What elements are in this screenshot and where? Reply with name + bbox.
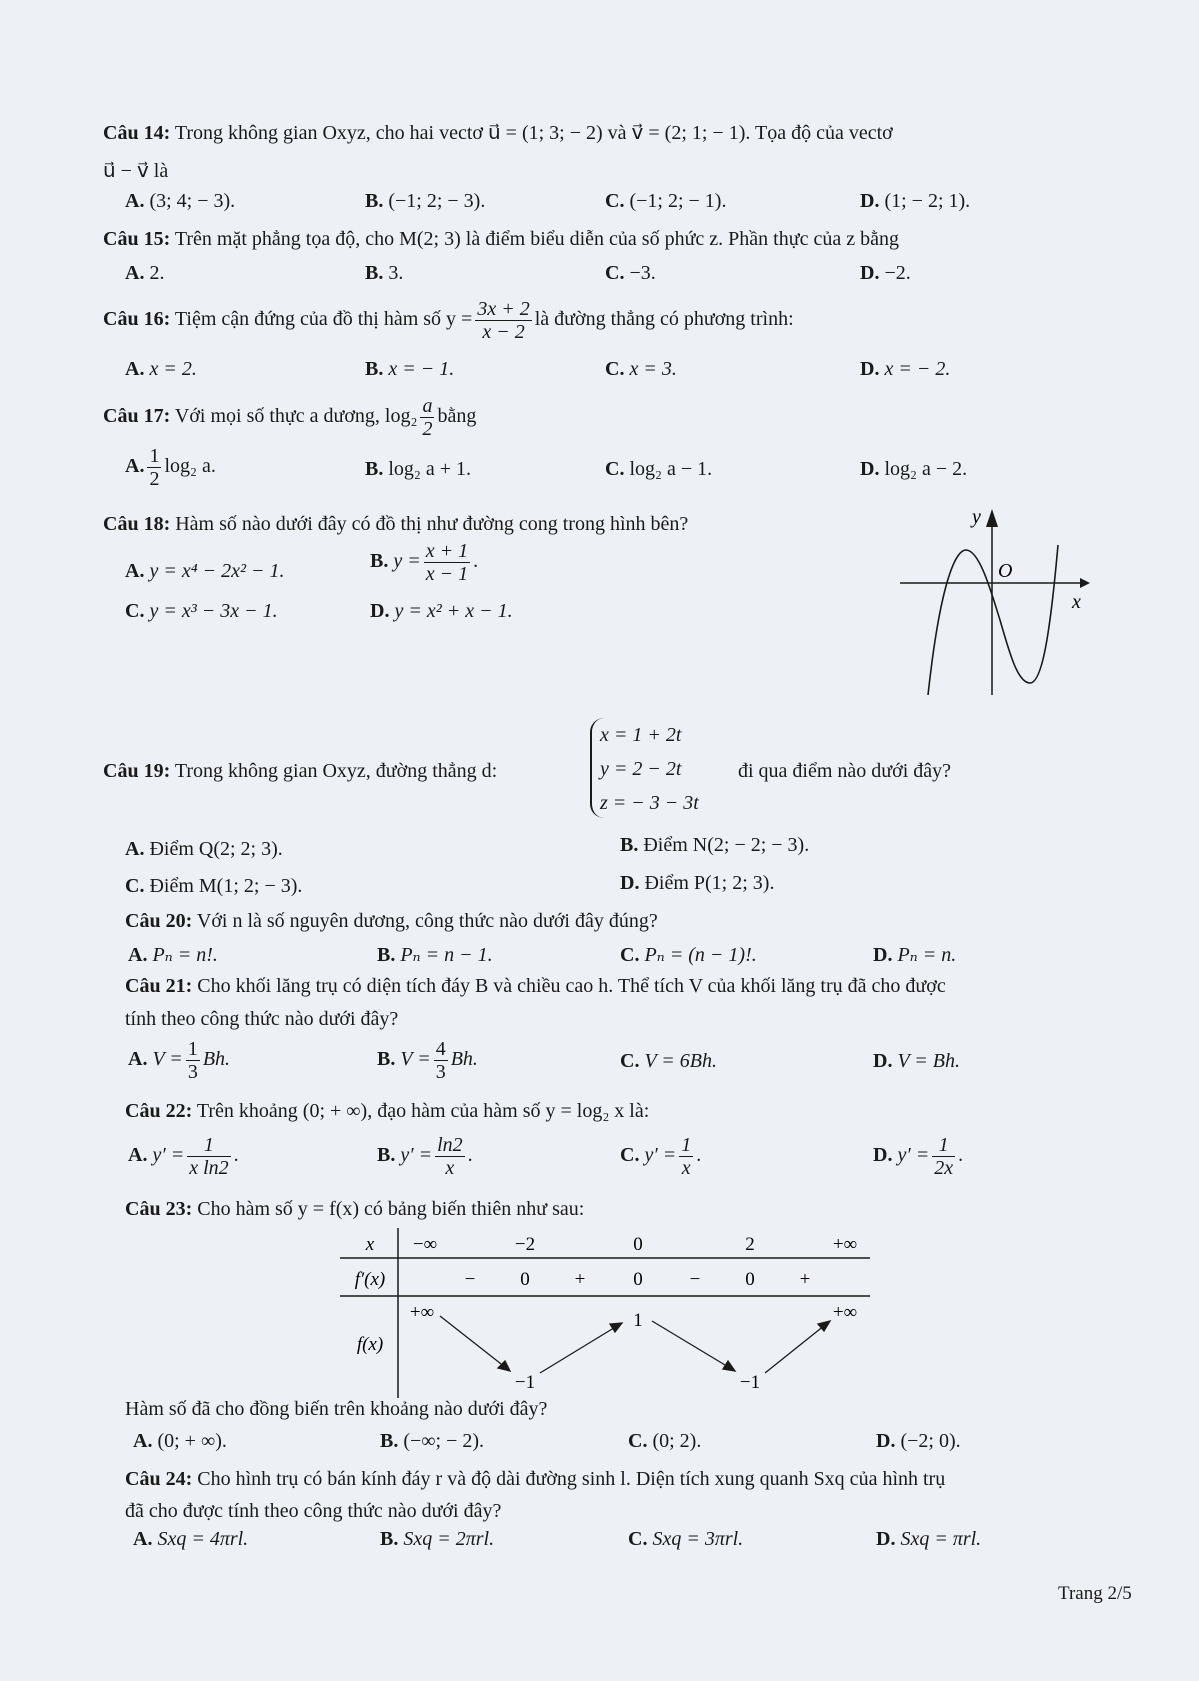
y-label: y — [972, 506, 981, 528]
answer-a — [125, 358, 197, 381]
answer-text: x = 2. — [149, 358, 197, 380]
answer-label: B. — [365, 190, 384, 212]
answer-text: y = x³ − 3x − 1. — [149, 600, 278, 622]
answer-a — [125, 445, 216, 490]
answer-c — [620, 942, 757, 967]
answer-label: B. — [377, 944, 396, 966]
question-23 — [125, 1198, 584, 1221]
question-text: Trên khoảng (0; + ∞), đạo hàm của hàm số y = log₂ x là: — [196, 1100, 650, 1122]
question-label: Câu 15: — [103, 228, 171, 250]
answer-text: Sxq = 3πrl. — [652, 1528, 744, 1550]
answer-label: D. — [620, 872, 640, 894]
equation-x: x = 1 + 2t — [600, 724, 682, 746]
answer-text: . — [233, 1144, 239, 1167]
answer-label: A. — [133, 1430, 153, 1452]
answer-text: (−1; 2; − 3). — [388, 190, 486, 212]
answer-a — [128, 1134, 239, 1179]
answer-c — [628, 1528, 743, 1551]
answer-label: D. — [860, 458, 880, 480]
fraction — [186, 1038, 200, 1083]
question-18 — [103, 513, 688, 536]
question-14 — [103, 120, 893, 145]
x-value: 0 — [633, 1234, 643, 1255]
answer-text: . — [958, 1144, 964, 1167]
answer-text: (3; 4; − 3). — [149, 190, 236, 212]
answer-d — [860, 358, 950, 381]
answer-text: (−∞; − 2). — [403, 1430, 485, 1452]
question-text: Cho hàm số y = f(x) có bảng biến thiên như sau: — [197, 1198, 585, 1220]
answer-c — [605, 458, 712, 481]
denominator: x − 1 — [425, 563, 469, 585]
answer-text: V = — [152, 1048, 183, 1071]
equation-system — [590, 718, 699, 818]
sign: 0 — [520, 1269, 530, 1290]
answer-label: C. — [620, 944, 640, 966]
answer-b — [370, 540, 478, 585]
question-text: Trong không gian Oxyz, đường thẳng d: — [174, 760, 498, 782]
answer-d — [620, 872, 774, 895]
answer-b — [365, 190, 485, 213]
question-23-prompt: Hàm số đã cho đồng biến trên khoảng nào dưới đây? — [125, 1398, 548, 1420]
numerator: 1 — [932, 1134, 955, 1157]
denominator: x ln2 — [189, 1157, 229, 1179]
question-text: đi qua điểm nào dưới đây? — [738, 760, 952, 782]
question-text: Với n là số nguyên dương, công thức nào dưới đây đúng? — [196, 910, 658, 932]
answer-label: A. — [128, 1048, 148, 1071]
function-graph — [900, 505, 1100, 700]
answer-text: . — [467, 1144, 473, 1167]
x-row-label: x — [365, 1234, 375, 1255]
answer-b — [365, 458, 471, 481]
answer-b — [365, 358, 454, 381]
f-value: +∞ — [832, 1302, 858, 1323]
answer-c — [605, 358, 677, 381]
answer-d — [873, 1134, 963, 1179]
x-value: +∞ — [832, 1234, 858, 1255]
answer-text: Pₙ = n!. — [152, 944, 218, 966]
numerator: 4 — [435, 1038, 446, 1060]
answer-label: D. — [860, 358, 880, 380]
denominator: 3 — [187, 1061, 198, 1083]
variation-table — [340, 1228, 880, 1398]
answer-text: log₂ a. — [164, 455, 216, 478]
answer-text: Sxq = 2πrl. — [403, 1528, 495, 1550]
answer-c — [125, 600, 278, 623]
x-value: −2 — [514, 1234, 536, 1255]
answer-label: D. — [876, 1528, 896, 1550]
question-19 — [103, 760, 497, 783]
answer-label: A. — [125, 190, 145, 212]
question-text: là đường thẳng có phương trình: — [534, 308, 794, 331]
fraction — [424, 540, 470, 585]
answer-text: (0; 2). — [652, 1430, 702, 1452]
cubic-curve — [928, 545, 1058, 695]
answer-label: A. — [125, 358, 145, 380]
answer-label: C. — [125, 600, 145, 622]
answer-label: B. — [377, 1048, 396, 1071]
answer-text: x = − 1. — [388, 358, 455, 380]
answer-text: (−2; 0). — [900, 1430, 961, 1452]
question-label: Câu 16: — [103, 308, 171, 331]
denominator: x — [681, 1157, 691, 1179]
f-row-label: f(x) — [356, 1334, 384, 1355]
answer-text: y = x⁴ − 2x² − 1. — [149, 560, 285, 582]
answer-b — [380, 1528, 494, 1551]
answer-label: A. — [125, 560, 145, 582]
equation-y: y = 2 − 2t — [600, 758, 682, 780]
answer-c — [605, 190, 726, 213]
x-value: −∞ — [412, 1234, 438, 1255]
answer-label: C. — [605, 262, 625, 284]
origin-label: O — [998, 560, 1013, 582]
f-value: −1 — [514, 1372, 536, 1393]
answer-text: (−1; 2; − 1). — [629, 190, 727, 212]
answer-label: B. — [365, 458, 384, 480]
answer-b — [620, 834, 809, 857]
answer-text: Bh. — [450, 1048, 478, 1071]
question-text: Cho hình trụ có bán kính đáy r và độ dài đường sinh l. Diện tích xung quanh Sxq của hình trụ — [197, 1468, 946, 1490]
question-label: Câu 17: — [103, 405, 171, 428]
question-text: Trên mặt phẳng tọa độ, cho M(2; 3) là điểm biểu diễn của số phức z. Phần thực của z bằng — [174, 228, 899, 250]
question-text: Cho khối lăng trụ có diện tích đáy B và chiều cao h. Thể tích V của khối lăng trụ đã cho được — [197, 975, 946, 997]
answer-label: A. — [133, 1528, 153, 1550]
answer-c — [628, 1430, 701, 1453]
question-text: bằng — [437, 405, 477, 428]
answer-c — [620, 1134, 701, 1179]
question-text: Hàm số nào dưới đây có đồ thị như đường cong trong hình bên? — [175, 513, 689, 535]
answer-text: (0; + ∞). — [157, 1430, 227, 1452]
question-17 — [103, 395, 476, 440]
fraction — [435, 1134, 465, 1179]
answer-text: y′ = — [400, 1144, 433, 1167]
question-15 — [103, 228, 899, 251]
fraction — [434, 1038, 448, 1083]
answer-label: C. — [125, 875, 145, 897]
answer-label: B. — [380, 1430, 399, 1452]
numerator: 1 — [187, 1134, 230, 1157]
answer-text: y = x² + x − 1. — [394, 600, 513, 622]
numerator: a — [422, 395, 433, 417]
answer-label: B. — [380, 1528, 399, 1550]
answer-text: 2. — [149, 262, 165, 284]
denominator: 2 — [149, 468, 160, 490]
x-value: 2 — [745, 1234, 755, 1255]
denominator: 3 — [435, 1061, 446, 1083]
answer-text: Sxq = 4πrl. — [157, 1528, 249, 1550]
answer-label: A. — [128, 1144, 148, 1167]
answer-text: Pₙ = (n − 1)!. — [644, 944, 757, 966]
answer-a — [133, 1528, 248, 1551]
answer-text: Điểm P(1; 2; 3). — [644, 872, 775, 894]
x-axis-arrow-icon — [1080, 578, 1090, 588]
answer-label: C. — [605, 358, 625, 380]
answer-label: A. — [125, 838, 145, 860]
answer-text: y′ = — [897, 1144, 930, 1167]
numerator: 1 — [681, 1134, 692, 1156]
answer-text: V = Bh. — [897, 1050, 961, 1072]
question-label: Câu 19: — [103, 760, 171, 782]
numerator: 1 — [149, 445, 160, 467]
answer-text: Sxq = πrl. — [900, 1528, 982, 1550]
answer-text: . — [696, 1144, 702, 1167]
answer-label: C. — [628, 1528, 648, 1550]
sign: + — [799, 1269, 811, 1290]
question-24-cont: đã cho được tính theo công thức nào dưới đây? — [125, 1500, 502, 1522]
answer-d — [860, 190, 970, 213]
fraction — [679, 1134, 693, 1179]
answer-text: Pₙ = n − 1. — [400, 944, 493, 966]
answer-label: A. — [125, 262, 145, 284]
answer-d — [370, 600, 513, 623]
question-label: Câu 23: — [125, 1198, 193, 1220]
answer-label: B. — [370, 550, 389, 573]
answer-label: B. — [365, 262, 384, 284]
answer-text: 3. — [388, 262, 404, 284]
answer-a — [128, 1038, 230, 1083]
answer-d — [876, 1430, 961, 1453]
answer-text: V = — [400, 1048, 431, 1071]
question-label: Câu 22: — [125, 1100, 193, 1122]
question-21 — [125, 975, 946, 998]
answer-c — [620, 1050, 717, 1073]
answer-d — [873, 1050, 960, 1073]
f-value: −1 — [739, 1372, 761, 1393]
answer-text: Điểm N(2; − 2; − 3). — [643, 834, 810, 856]
answer-text: log₂ a + 1. — [388, 458, 472, 480]
numerator: 1 — [187, 1038, 198, 1060]
answer-label: C. — [605, 458, 625, 480]
question-24 — [125, 1468, 945, 1491]
answer-label: A. — [128, 944, 148, 966]
answer-text: Điểm M(1; 2; − 3). — [149, 875, 303, 897]
question-label: Câu 20: — [125, 910, 193, 932]
f-value: 1 — [633, 1310, 643, 1331]
question-text: Trong không gian Oxyz, cho hai vectơ u⃗ = (1; 3; − 2) và v⃗ = (2; 1; − 1). Tọa độ của vectơ — [174, 122, 893, 144]
fraction — [932, 1134, 955, 1179]
answer-text: y′ = — [152, 1144, 185, 1167]
answer-text: log₂ a − 1. — [629, 458, 713, 480]
y-axis-arrow-icon — [986, 509, 998, 527]
answer-a — [125, 838, 283, 861]
answer-label: A. — [125, 455, 145, 478]
answer-a — [128, 942, 218, 967]
answer-label: C. — [620, 1050, 640, 1072]
answer-a — [133, 1430, 227, 1453]
answer-text: Bh. — [202, 1048, 231, 1071]
answer-label: D. — [860, 262, 880, 284]
answer-text: V = 6Bh. — [644, 1050, 718, 1072]
answer-d — [876, 1528, 981, 1551]
denominator: x − 2 — [482, 321, 525, 343]
question-text: Tiệm cận đứng của đồ thị hàm số y = — [174, 308, 473, 331]
numerator: 3x + 2 — [477, 298, 530, 320]
answer-d — [860, 458, 967, 481]
answer-text: (1; − 2; 1). — [884, 190, 971, 212]
answer-a — [125, 190, 235, 213]
answer-label: B. — [620, 834, 639, 856]
answer-text: log₂ a − 2. — [884, 458, 968, 480]
answer-b — [377, 1134, 473, 1179]
answer-label: D. — [873, 1050, 893, 1072]
page-number: Trang 2/5 — [1058, 1583, 1132, 1604]
x-label: x — [1072, 591, 1081, 613]
answer-label: D. — [873, 1144, 893, 1167]
answer-label: D. — [370, 600, 390, 622]
answer-label: D. — [876, 1430, 896, 1452]
answer-a — [125, 560, 285, 583]
answer-text: x = 3. — [629, 358, 677, 380]
sign: 0 — [633, 1269, 643, 1290]
answer-text: . — [473, 550, 479, 573]
numerator: ln2 — [437, 1134, 463, 1156]
question-20 — [125, 910, 658, 933]
answer-label: B. — [377, 1144, 396, 1167]
equation-z: z = − 3 − 3t — [600, 792, 699, 814]
f-value: +∞ — [409, 1302, 435, 1323]
answer-c — [125, 875, 302, 898]
answer-label: D. — [873, 944, 893, 966]
denominator: 2x — [934, 1157, 954, 1179]
answer-label: C. — [620, 1144, 640, 1167]
answer-text: y′ = — [644, 1144, 677, 1167]
numerator: x + 1 — [425, 540, 469, 562]
answer-text: Pₙ = n. — [897, 944, 957, 966]
answer-text: −3. — [629, 262, 656, 284]
answer-c — [605, 262, 656, 285]
fraction — [147, 445, 161, 490]
answer-text: x = − 2. — [884, 358, 951, 380]
answer-b — [377, 1038, 478, 1083]
sign: − — [689, 1269, 701, 1290]
answer-a — [125, 262, 164, 285]
question-22 — [125, 1100, 649, 1123]
answer-label: C. — [605, 190, 625, 212]
denominator: 2 — [422, 418, 433, 440]
question-label: Câu 18: — [103, 513, 171, 535]
sign: − — [464, 1269, 476, 1290]
question-label: Câu 24: — [125, 1468, 193, 1490]
sign: 0 — [745, 1269, 755, 1290]
fraction — [475, 298, 531, 343]
answer-label: C. — [628, 1430, 648, 1452]
question-label: Câu 14: — [103, 122, 171, 144]
question-21-cont: tính theo công thức nào dưới đây? — [125, 1008, 399, 1030]
answer-d — [860, 262, 911, 285]
answer-text: Điểm Q(2; 2; 3). — [149, 838, 283, 860]
answer-text: −2. — [884, 262, 911, 284]
question-16 — [103, 298, 794, 343]
question-text: Với mọi số thực a dương, log₂ — [174, 405, 418, 428]
answer-label: B. — [365, 358, 384, 380]
sign: + — [574, 1269, 586, 1290]
fraction — [420, 395, 434, 440]
answer-text: y = — [393, 550, 421, 573]
answer-b — [377, 942, 493, 967]
denominator: x — [445, 1157, 455, 1179]
fprime-row-label: f′(x) — [354, 1269, 386, 1290]
answer-label: D. — [860, 190, 880, 212]
answer-b — [380, 1430, 484, 1453]
answer-b — [365, 262, 403, 285]
question-label: Câu 21: — [125, 975, 193, 997]
fraction — [187, 1134, 230, 1179]
answer-d — [873, 942, 956, 967]
question-14-cont: u⃗ − v⃗ là — [103, 160, 169, 182]
